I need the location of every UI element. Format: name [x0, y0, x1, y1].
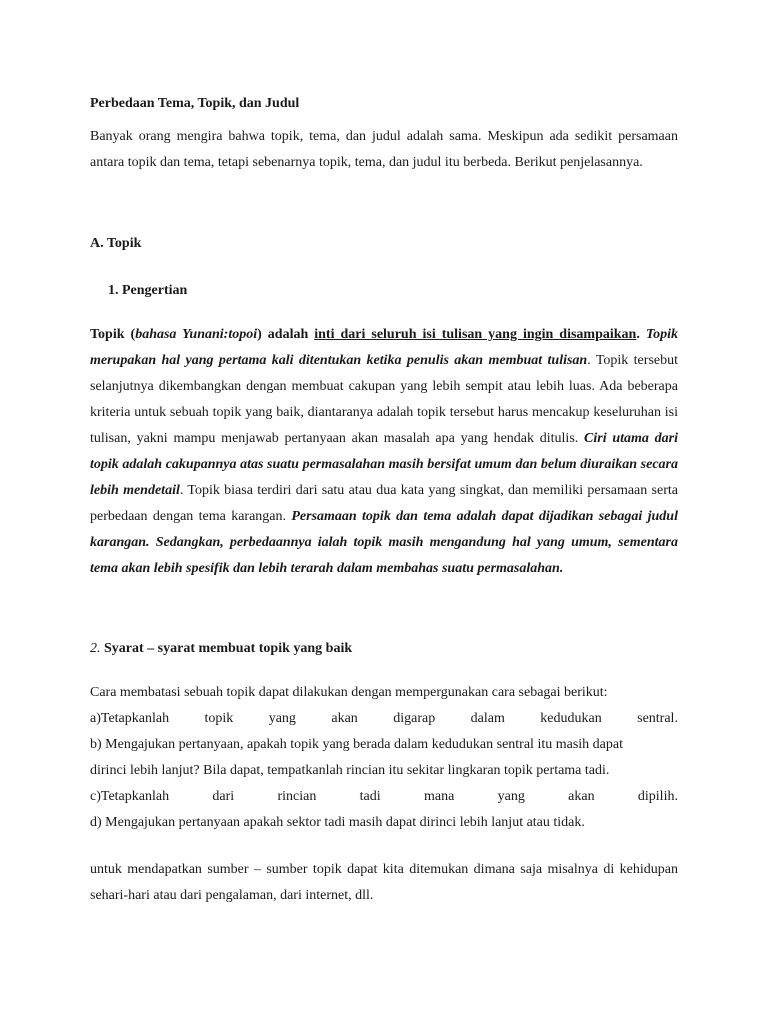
list-a-word: sentral. [637, 711, 678, 726]
criteria-text: . Topik tersebut selanjutnya dikembangkan dengan membuat cakupan yang lebih sempit atau lebih luas. Ada beberapa kriteria untuk sebuah topik yang baik, diantaranya adalah topik tersebut harus mencakup keseluruhan isi tulisan, yakni mampu menjawab pertanyaan akan masalah apa yang hendak ditulis. [90, 353, 678, 446]
list-item-c [90, 784, 678, 810]
etymology: bahasa Yunani:topoi [135, 327, 258, 342]
subsection-syarat-heading [90, 636, 678, 662]
definition-paragraph [90, 322, 678, 582]
main-characteristic: Ciri utama dari topik adalah cakupannya atas suatu permasalahan masih bersifat umum dan belum diuraikan secara lebih mendetail [90, 431, 678, 498]
list-c-word: mana [423, 789, 455, 804]
list-a-word: kedudukan [540, 711, 602, 726]
list-a-word: akan [331, 711, 358, 726]
list-item-b-line2: dirinci lebih lanjut? Bila dapat, tempatkanlah rincian itu sekitar lingkaran topik pertama tadi. [90, 763, 610, 778]
list-c-word: dari [212, 789, 235, 804]
syarat-number: 2. [90, 641, 101, 656]
paren-open: ( [124, 327, 136, 342]
list-c-word: rincian [277, 789, 317, 804]
first-step-sentence: Topik merupakan hal yang pertama kali ditentukan ketika penulis akan membuat tulisan [90, 327, 678, 368]
list-c-word: yang [497, 789, 525, 804]
list-item-a [90, 706, 678, 732]
list-c-word: c)Tetapkanlah [90, 789, 170, 804]
list-a-word: yang [268, 711, 296, 726]
adalah-text: ) adalah [257, 327, 315, 342]
similarity-difference: Persamaan topik dan tema adalah dapat dijadikan sebagai judul karangan. Sedangkan, perbedaannya ialah topik masih mengandung hal yang umum, sementara tema akan lebih spesifik dan lebih terarah dalam membahas suatu permasalahan. [90, 509, 678, 576]
list-a-word: digarap [393, 711, 436, 726]
syarat-label: Syarat – syarat membuat topik yang baik [100, 641, 353, 656]
word-count-text: . Topik biasa terdiri dari satu atau dua kata yang singkat, dan memiliki persamaan serta perbedaan dengan tema karangan. [90, 483, 678, 524]
subsection-pengertian-heading: 1. Pengertian [108, 283, 188, 298]
list-item-b-line1: b) Mengajukan pertanyaan, apakah topik yang berada dalam kedudukan sentral itu masih dapat [90, 737, 623, 752]
list-c-word: tadi [359, 789, 381, 804]
document-title: Perbedaan Tema, Topik, dan Judul [90, 96, 300, 111]
list-a-word: topik [204, 711, 234, 726]
closing-paragraph: untuk mendapatkan sumber – sumber topik dapat kita ditemukan dimana saja misalnya di kehidupan sehari-hari atau dari pengalaman, dari internet, dll. [90, 862, 678, 903]
list-c-word: dipilih. [637, 789, 678, 804]
list-item-d: d) Mengajukan pertanyaan apakah sektor tadi masih dapat dirinci lebih lanjut atau tidak. [90, 815, 585, 830]
definition-period: . [636, 327, 640, 342]
definition-core: inti dari seluruh isi tulisan yang ingin disampaikan [314, 327, 637, 342]
list-a-word: a)Tetapkanlah [90, 711, 170, 726]
list-c-word: akan [568, 789, 595, 804]
term-topik: Topik [90, 327, 125, 342]
intro-paragraph: Banyak orang mengira bahwa topik, tema, dan judul adalah sama. Meskipun ada sedikit persamaan antara topik dan tema, tetapi sebenarnya topik, tema, dan judul itu berbeda. Berikut penjelasannya. [90, 129, 678, 170]
criteria-list [90, 680, 678, 836]
list-a-word: dalam [470, 711, 505, 726]
list-intro: Cara membatasi sebuah topik dapat dilakukan dengan mempergunakan cara sebagai berikut: [90, 685, 608, 700]
section-a-heading: A. Topik [90, 236, 142, 251]
